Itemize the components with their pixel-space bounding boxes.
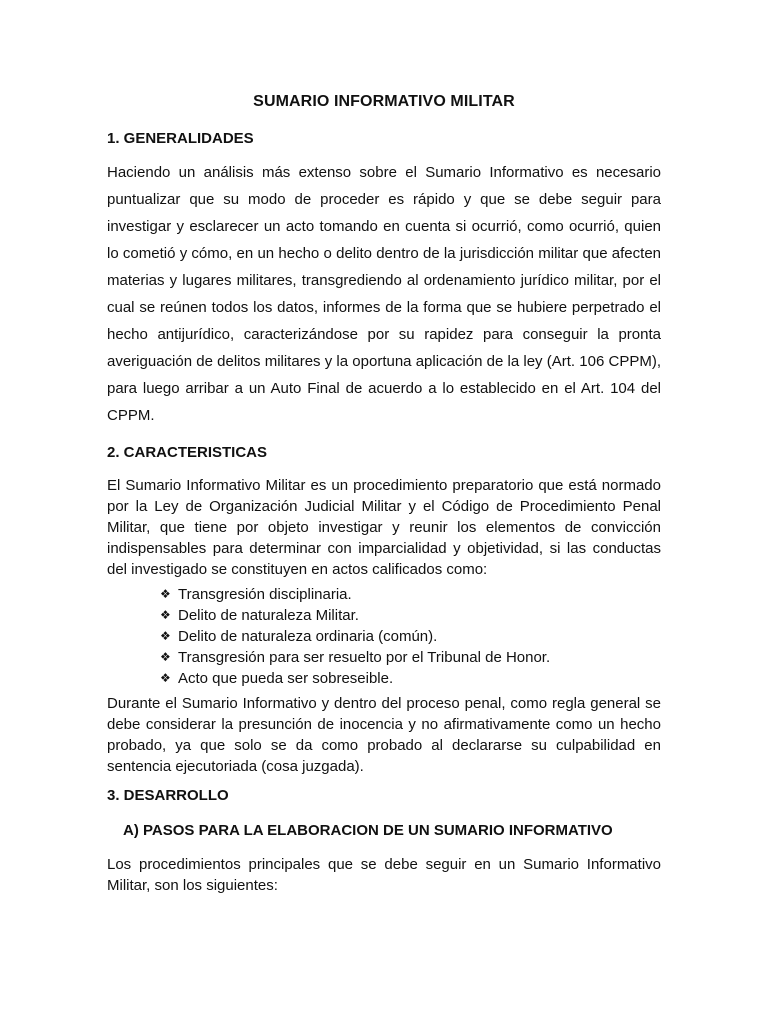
list-item: [160, 605, 661, 626]
document-page: [107, 90, 661, 896]
diamond-four-icon: ❖: [160, 671, 171, 685]
paragraph-procedimientos: Los procedimientos principales que se debe seguir en un Sumario Informativo Militar, son los siguientes:: [107, 856, 661, 894]
section-heading-caracteristicas: 2. CARACTERISTICAS: [107, 444, 268, 461]
list-item-text: Transgresión disciplinaria.: [178, 586, 352, 603]
list-item: [160, 647, 661, 668]
paragraph-generalidades: Haciendo un análisis más extenso sobre el Sumario Informativo es necesario puntualizar que su modo de proceder es rápido y que se debe seguir para investigar y esclarecer un acto tomando en cuenta si ocurrió, como ocurrió, quien lo cometió y cómo, en un hecho o delito dentro de la jurisdicción militar que afecten materias y lugares militares, transgrediendo al ordenamiento jurídico militar, por el cual se reúnen todos los datos, informes de la forma que se hubiere perpetrado el hecho antijurídico, caracterizándose por su rapidez para conseguir la pronta averiguación de delitos militares y la oportuna aplicación de la ley (Art. 106 CPPM), para luego arribar a un Auto Final de acuerdo a lo establecido en el Art. 104 del CPPM.: [107, 164, 661, 424]
list-item-text: Delito de naturaleza Militar.: [178, 607, 359, 624]
list-item-text: Delito de naturaleza ordinaria (común).: [178, 628, 438, 645]
list-item: [160, 584, 661, 605]
list-item-text: Transgresión para ser resuelto por el Tribunal de Honor.: [178, 649, 551, 666]
subheading-pasos-elaboracion: A) PASOS PARA LA ELABORACION DE UN SUMARIO INFORMATIVO: [123, 822, 613, 839]
list-item: [160, 668, 661, 689]
list-item-text: Acto que pueda ser sobreseible.: [178, 670, 394, 687]
section-heading-desarrollo: 3. DESARROLLO: [107, 787, 229, 804]
diamond-four-icon: ❖: [160, 629, 171, 643]
diamond-four-icon: ❖: [160, 587, 171, 601]
page-title: SUMARIO INFORMATIVO MILITAR: [253, 93, 515, 110]
diamond-four-icon: ❖: [160, 608, 171, 622]
bullet-list-caracteristicas: [107, 584, 661, 689]
list-item: [160, 626, 661, 647]
section-heading-generalidades: 1. GENERALIDADES: [107, 130, 254, 147]
paragraph-caracteristicas: El Sumario Informativo Militar es un procedimiento preparatorio que está normado por la Ley de Organización Judicial Militar y el Código de Procedimiento Penal Militar, que tiene por objeto investigar y reunir los elementos de convicción indispensables para determinar con imparcialidad y objetividad, si las conductas del investigado se constituyen en actos calificados como:: [107, 477, 661, 578]
diamond-four-icon: ❖: [160, 650, 171, 664]
paragraph-presuncion-inocencia: Durante el Sumario Informativo y dentro del proceso penal, como regla general se debe considerar la presunción de inocencia y no afirmativamente como un hecho probado, ya que solo se da como probado al declararse su culpabilidad en sentencia ejecutoriada (cosa juzgada).: [107, 695, 661, 775]
